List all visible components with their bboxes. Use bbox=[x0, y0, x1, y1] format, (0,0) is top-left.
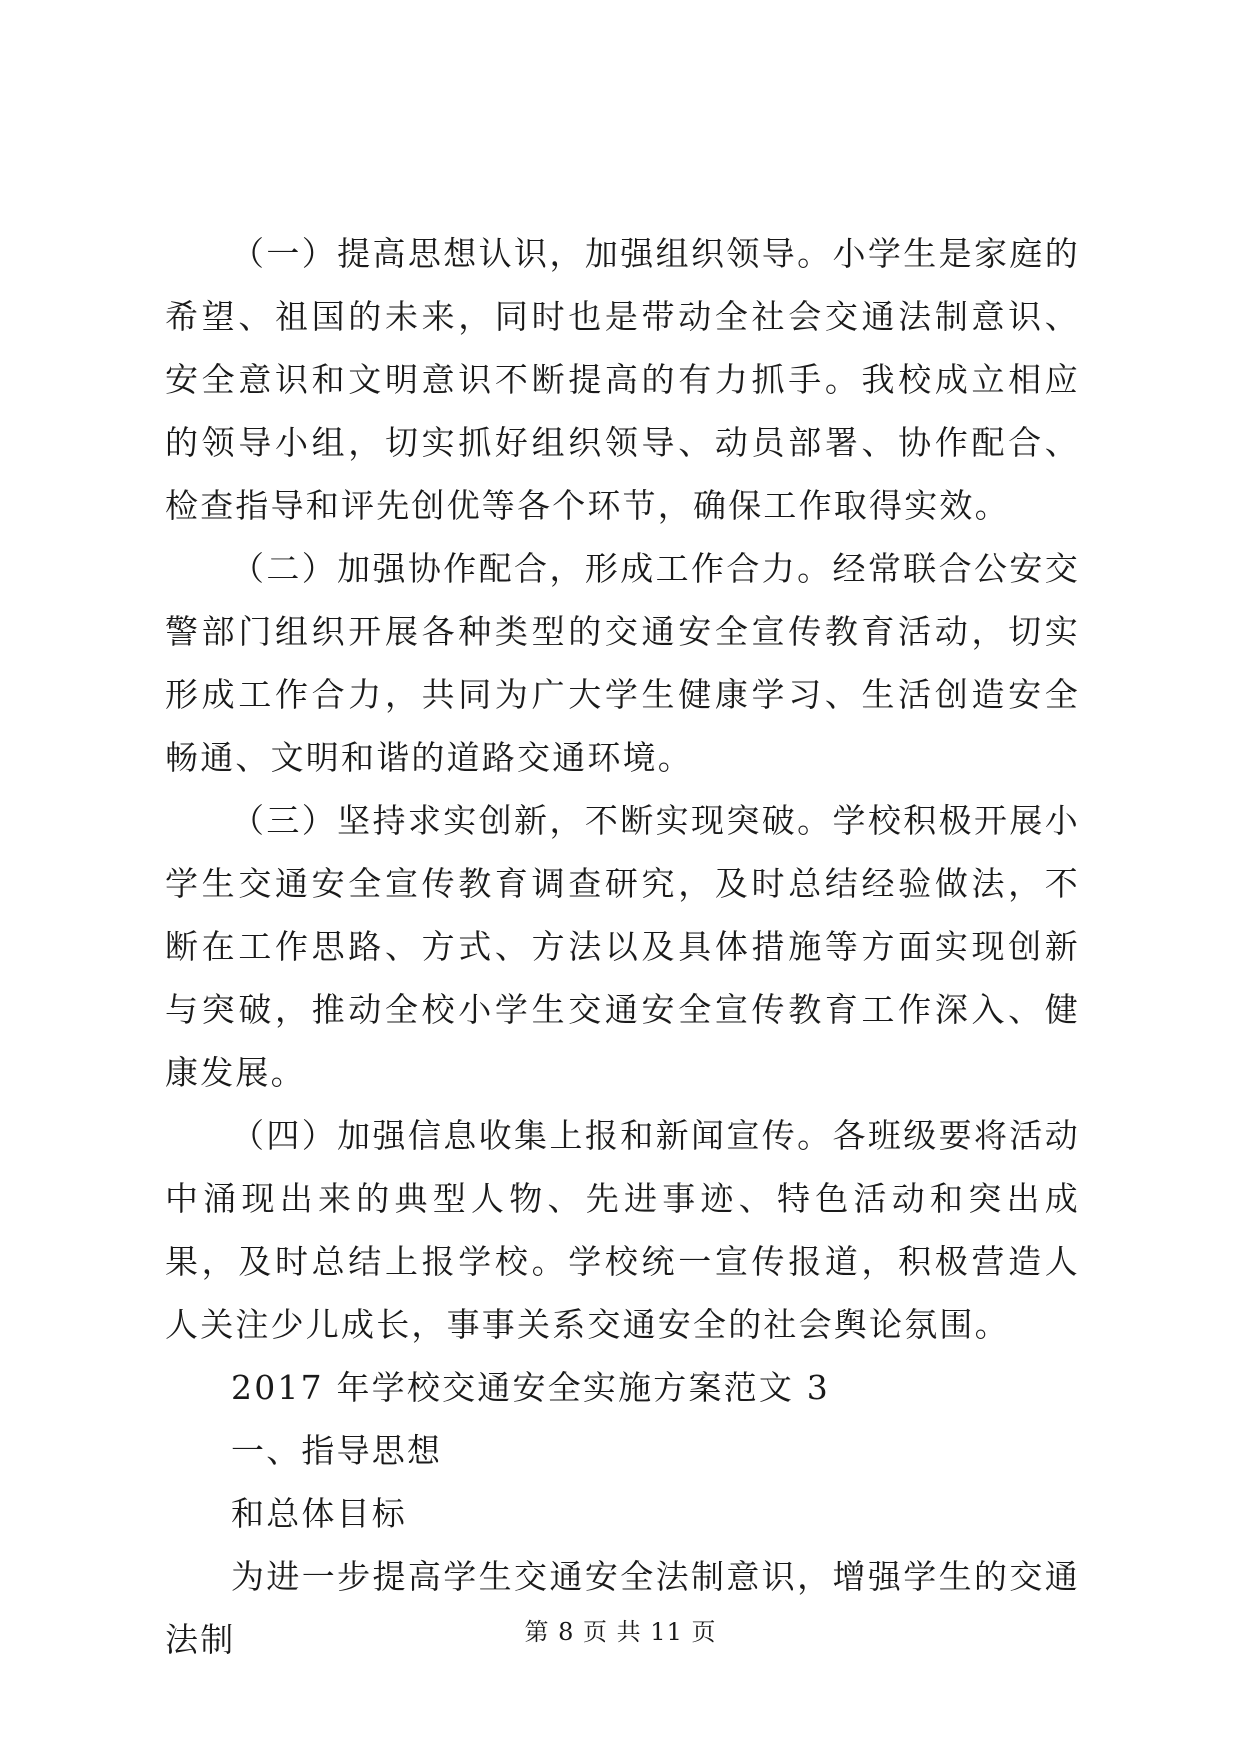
document-body bbox=[165, 222, 1080, 1671]
paragraph-intro: 为进一步提高学生交通安全法制意识，增强学生的交通法制 bbox=[165, 1557, 1080, 1659]
heading-guiding-ideology: 一、指导思想 bbox=[231, 1431, 443, 1470]
paragraph-cooperation: （二）加强协作配合，形成工作合力。经常联合公安交警部门组织开展各种类型的交通安全宣传教育活动，切实形成工作合力，共同为广大学生健康学习、生活创造安全畅通、文明和谐的道路交通环境。 bbox=[165, 549, 1080, 777]
paragraph-information-reporting: （四）加强信息收集上报和新闻宣传。各班级要将活动中涌现出来的典型人物、先进事迹、特色活动和突出成果，及时总结上报学校。学校统一宣传报道，积极营造人人关注少儿成长，事事关系交通安全的社会舆论氛围。 bbox=[165, 1116, 1080, 1344]
section-title: 2017 年学校交通安全实施方案范文 3 bbox=[231, 1368, 830, 1407]
heading-overall-goal: 和总体目标 bbox=[231, 1494, 407, 1533]
page-number: 第 8 页 共 11 页 bbox=[524, 1618, 717, 1646]
paragraph-raise-awareness: （一）提高思想认识，加强组织领导。小学生是家庭的希望、祖国的未来，同时也是带动全社会交通法制意识、安全意识和文明意识不断提高的有力抓手。我校成立相应的领导小组，切实抓好组织领导、动员部署、协作配合、检查指导和评先创优等各个环节，确保工作取得实效。 bbox=[165, 234, 1080, 525]
paragraph-innovation: （三）坚持求实创新，不断实现突破。学校积极开展小学生交通安全宣传教育调查研究，及时总结经验做法，不断在工作思路、方式、方法以及具体措施等方面实现创新与突破，推动全校小学生交通安全宣传教育工作深入、健康发展。 bbox=[165, 801, 1080, 1092]
